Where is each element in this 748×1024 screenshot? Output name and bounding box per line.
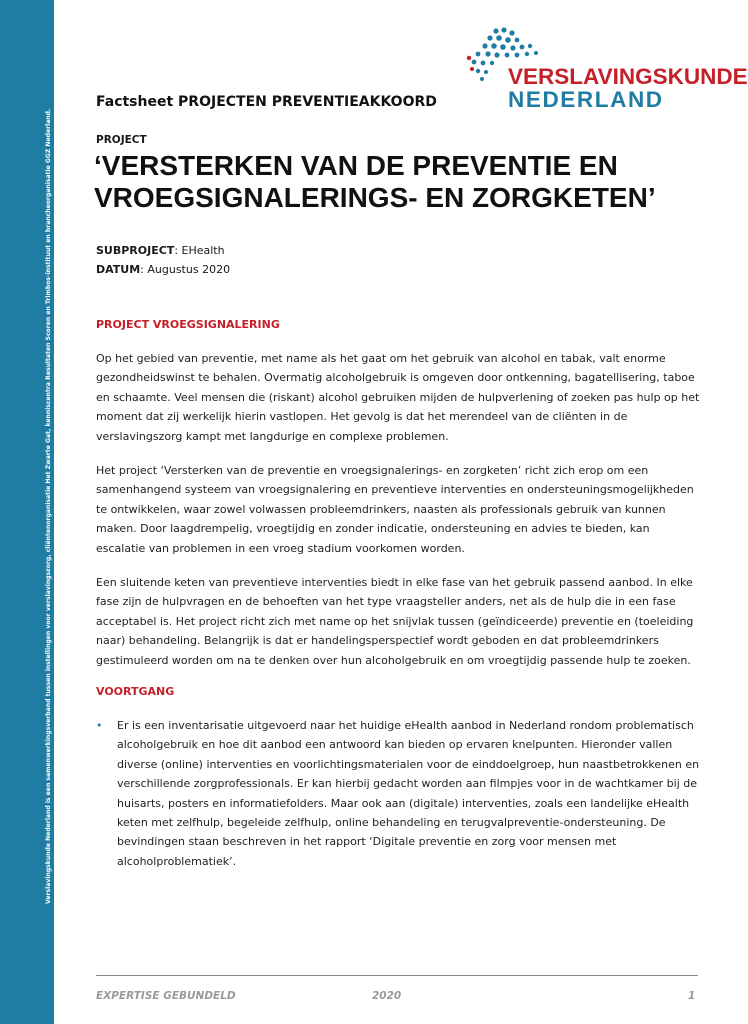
logo-wordmark-bottom: NEDERLAND xyxy=(508,87,664,112)
footer-year: 2020 xyxy=(372,990,402,1002)
paragraph-intro: Op het gebied van preventie, met name als het gaat om het gebruik van alcohol en tabak, valt enorme gezondheidswinst te behalen. Overmatig alcoholgebruik is omgeven door ontkenning, bagatellisering, taboe en schaamte. Veel mensen die (riskant) alcohol gebruiken mijden de hulpverlening of zoeken pas hulp op het moment dat zij werkelijk hierin vastlopen. Het gevolg is dat het merendeel van de cliënten in de verslavingszorg kampt met langdurige en complexe problemen. xyxy=(96,352,700,443)
paragraph-keten: Een sluitende keten van preventieve interventies biedt in elke fase van het gebruik passend aanbod. In elke fase zijn de hulpvragen en de behoeften van het type vraagsteller anders, net als de hulp die in een fase acceptabel is. Het project richt zich met name op het snijvlak tussen (geïndiceerde) preventie en (toeleiding naar) behandeling. Belangrijk is dat er handelingsperspectief wordt geboden en dat probleemdrinkers gestimuleerd worden om na te denken over hun alcoholgebruik en om vroegtijdig passende hulp te zoeken. xyxy=(96,576,694,667)
subproject-value: : EHealth xyxy=(174,244,225,257)
logo xyxy=(466,25,748,115)
page-title: ‘VERSTERKEN VAN DE PREVENTIE EN VROEGSIGNALERINGS- EN ZORGKETEN’ xyxy=(94,150,656,213)
voortgang-section-heading: VOORTGANG xyxy=(96,685,175,698)
bullet-text: Er is een inventarisatie uitgevoerd naar het huidige eHealth aanbod in Nederland rondom problematisch alcoholgebruik en hoe dit aanbod een antwoord kan bieden op ervaren knelpunten. Hieronder vallen diverse (online) interventies en voorlichtingsmaterialen voor de einddoelgroep, hun naastbetrokkenen en verschillende zorgprofessionals. Er kan hierbij gedacht worden aan filmpjes voor in de wachtkamer bij de huisarts, posters en informatiefolders. Maar ook aan (digitale) interventies, zoals een landelijke eHealth keten met zelfhulp, begeleide zelfhulp, online behandeling en terugvalpreventie-ondersteuning. De bevindingen staan beschreven in het rapport ‘Digitale preventie en zorg voor mensen met alcoholproblematiek’. xyxy=(117,719,700,868)
subproject-label: SUBPROJECT xyxy=(96,244,175,257)
project-section-heading: PROJECT VROEGSIGNALERING xyxy=(96,318,280,331)
sidebar-text xyxy=(27,0,81,1024)
footer-tagline: EXPERTISE GEBUNDELD xyxy=(96,990,236,1002)
factsheet-heading: Factsheet PROJECTEN PREVENTIEAKKOORD xyxy=(96,94,437,110)
sidebar-line-address: Piet Mondriaanplein 25 | 3812 GZ Amersfoort | Postbus 830 | 3800 AV Amersfoort | T 033 460 89 75 | info@verslavingskundenederland.nl | www.verslavingskundenederland.nl xyxy=(55,302,62,904)
footer-divider xyxy=(96,975,698,976)
datum-line xyxy=(96,263,230,276)
list-item xyxy=(96,716,702,871)
sidebar-line-organisation: Verslavingskunde Nederland is een samenwerkingsverband tussen instellingen voor verslavingszorg, cliëntenorganisatie Het Zwarte Gat, kenniscentra Resultaten Scoren en Trimbos-instituut en brancheorganisatie GGZ Nederland. xyxy=(45,108,52,904)
sidebar-band xyxy=(0,0,62,1024)
project-kicker: PROJECT xyxy=(96,134,147,146)
datum-value: : Augustus 2020 xyxy=(140,263,231,276)
logo-wordmark-top: VERSLAVINGSKUNDE xyxy=(508,64,748,89)
page-number: 1 xyxy=(688,990,696,1002)
paragraph-project: Het project ‘Versterken van de preventie en vroegsignalerings- en zorgketen’ richt zich erop om een samenhangend systeem van vroegsignalering en preventieve interventies en ondersteuningsmogelijkheden te ontwikkelen, waar zowel volwassen probleemdrinkers, naasten als professionals gebruik van kunnen maken. Door laagdrempelig, vroegtijdig en zonder indicatie, ondersteuning en advies te bieden, kan escalatie van problemen in een vroeg stadium voorkomen worden. xyxy=(96,464,694,555)
subproject-line xyxy=(96,244,225,257)
datum-label: DATUM xyxy=(96,263,141,276)
bullet-icon: • xyxy=(96,719,103,732)
